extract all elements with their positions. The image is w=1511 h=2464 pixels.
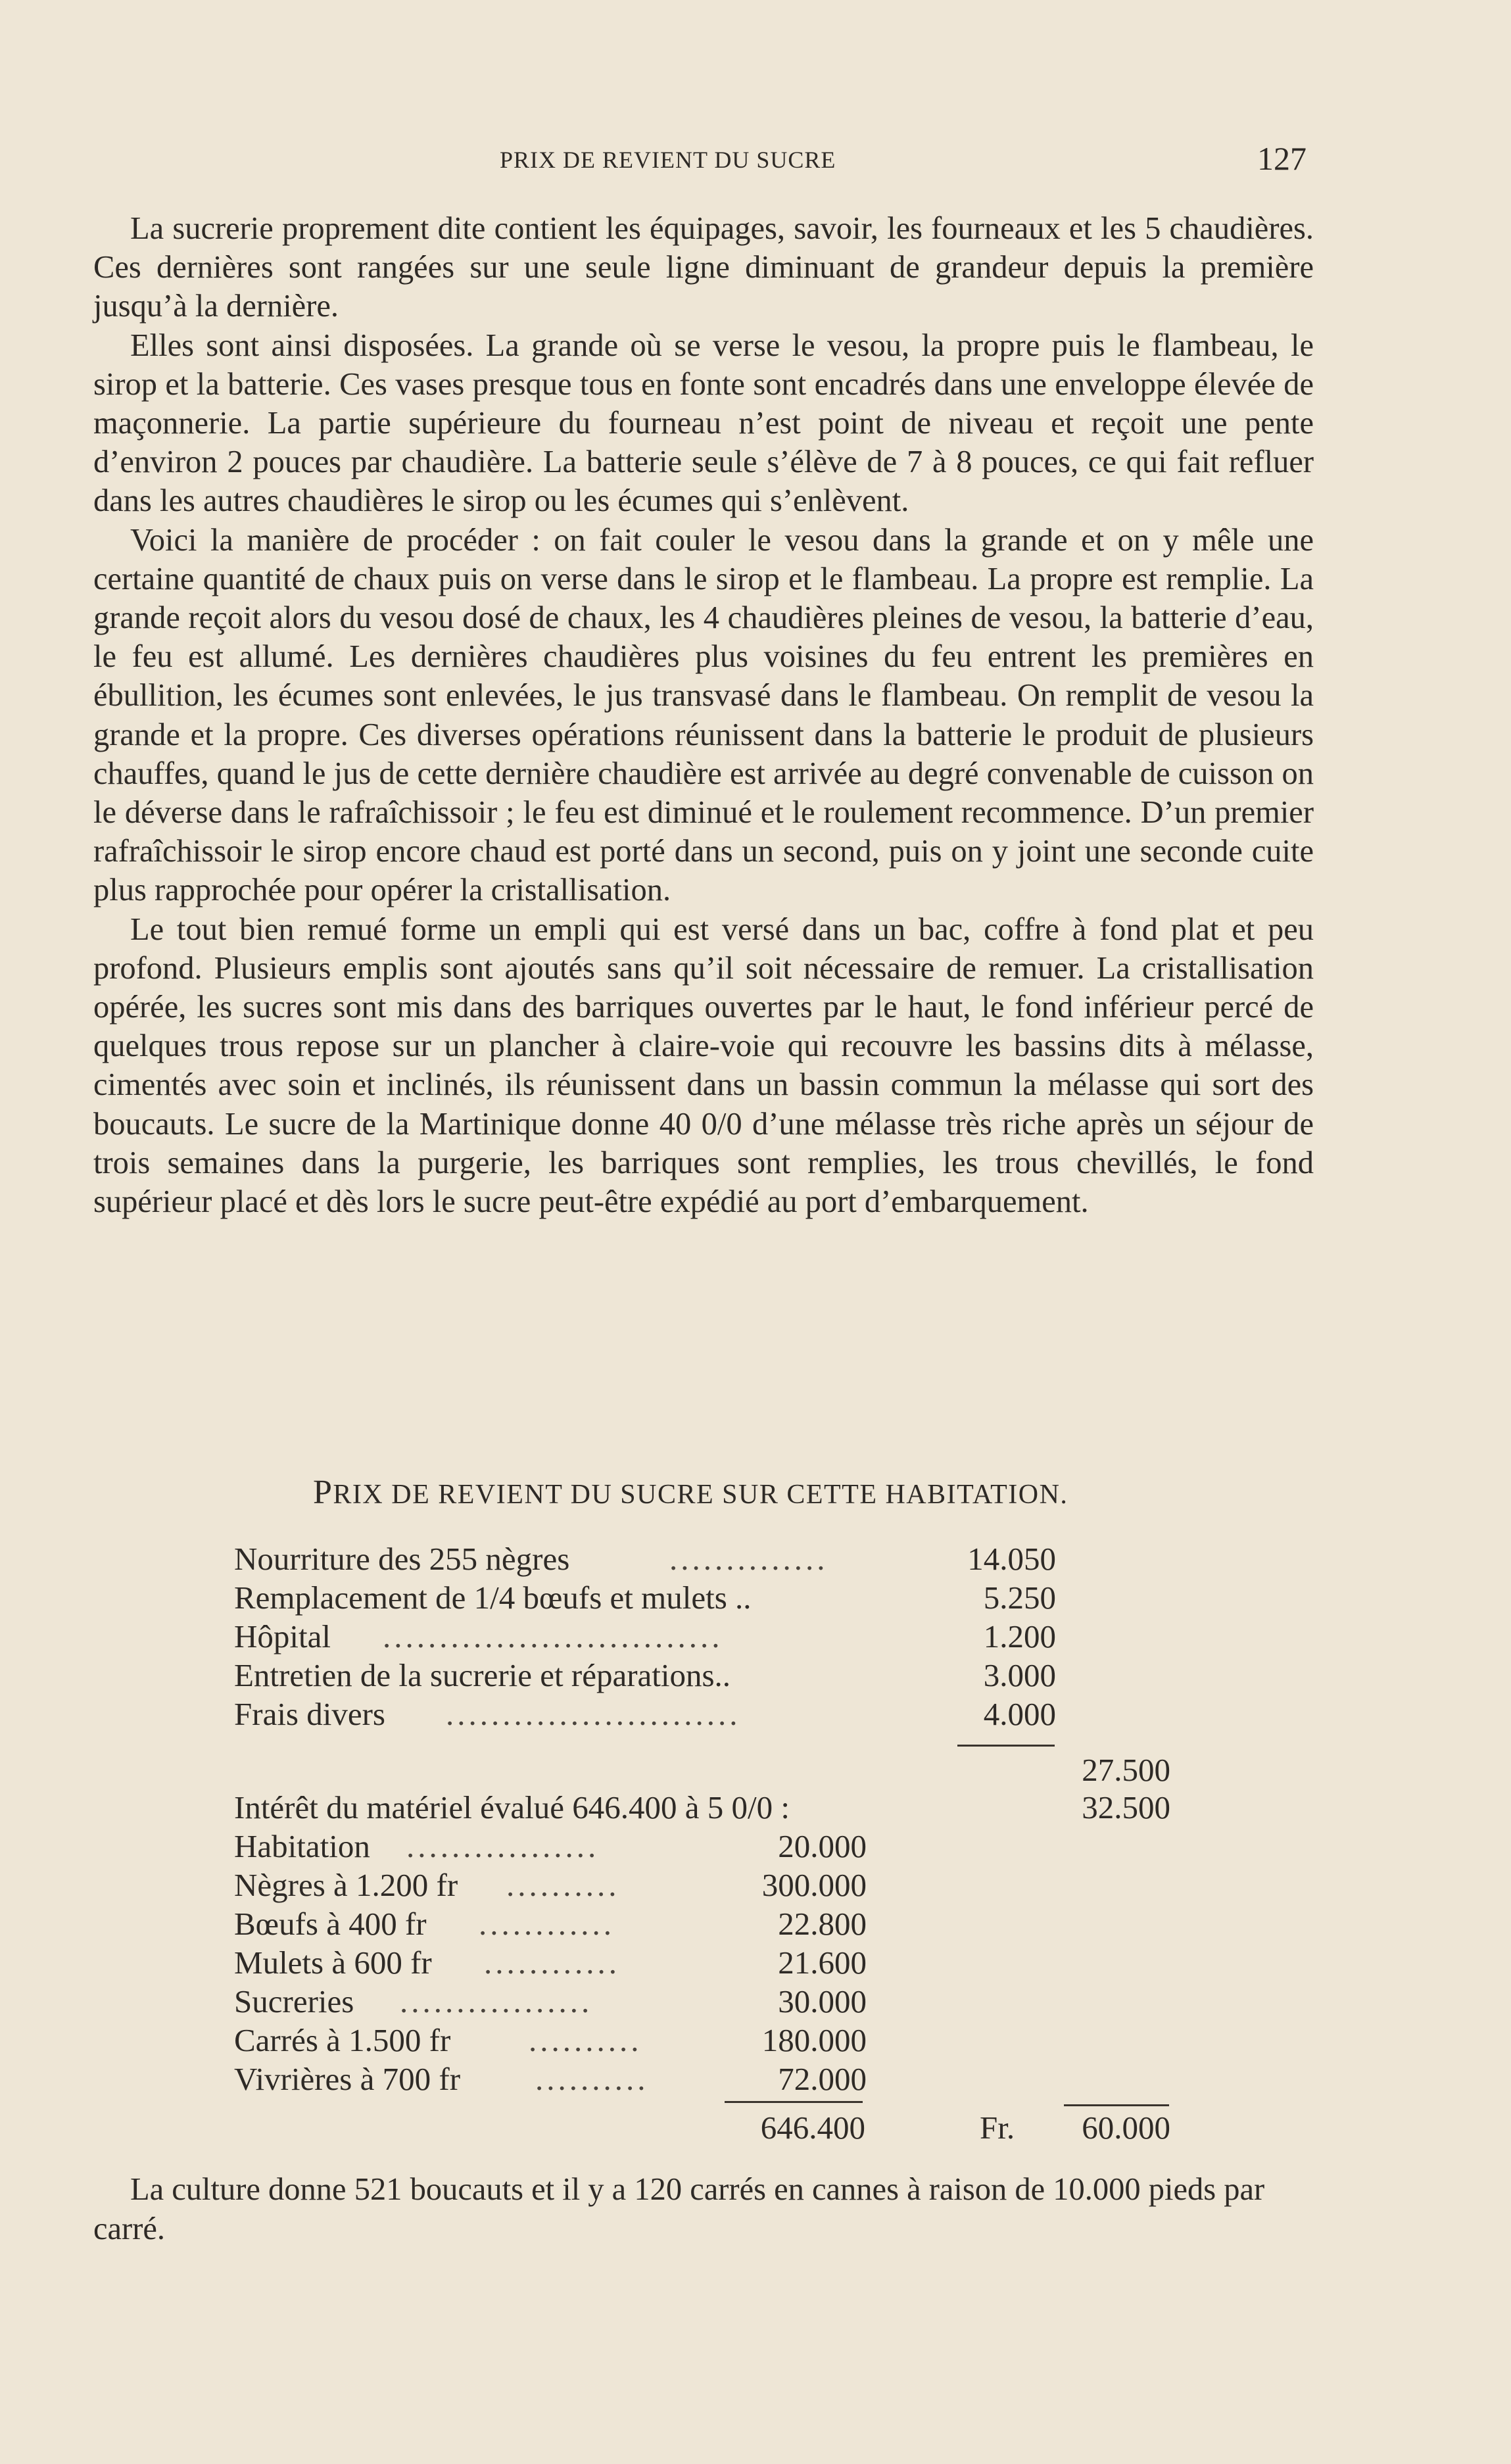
interest-amount: 32.500 xyxy=(1082,1789,1170,1825)
assets-total-rule xyxy=(725,2101,863,2103)
currency-label: Fr. xyxy=(980,2110,1015,2146)
asset-amount: 21.600 xyxy=(778,1945,867,1981)
asset-row xyxy=(234,1983,867,2021)
expense-amount: 5.250 xyxy=(983,1580,1056,1616)
asset-amount: 30.000 xyxy=(778,1983,867,2019)
expense-amount: 4.000 xyxy=(983,1696,1056,1732)
expenses-total: 27.500 xyxy=(1082,1752,1170,1788)
asset-row xyxy=(234,1827,867,1866)
asset-amount: 20.000 xyxy=(778,1828,867,1864)
asset-amount: 22.800 xyxy=(778,1906,867,1942)
asset-label: Carrés à 1.500 fr xyxy=(234,2022,451,2058)
expense-label: Entretien de la sucrerie et réparations.. xyxy=(234,1657,731,1693)
leader-dots: .......... xyxy=(529,2022,642,2058)
subtotal-rule xyxy=(957,1745,1055,1747)
leader-dots: ................. xyxy=(400,1983,593,2019)
leader-dots: .......... xyxy=(506,1867,620,1903)
running-title: PRIX DE REVIENT DU SUCRE xyxy=(500,147,836,173)
expense-row xyxy=(234,1540,1056,1578)
paragraph: La culture donne 521 boucauts et il y a 120 carrés en cannes à raison de 10.000 pieds par carré. xyxy=(93,2172,1265,2246)
table-title-rest: RIX DE REVIENT DU SUCRE SUR CETTE HABITATION. xyxy=(333,1480,1068,1510)
assets-total: 646.400 xyxy=(760,2110,865,2146)
interest-row xyxy=(234,1789,1170,1827)
expense-label: Hôpital xyxy=(234,1618,331,1655)
expense-label: Nourriture des 255 nègres xyxy=(234,1541,570,1577)
asset-row xyxy=(234,2060,867,2098)
table-title-initial: P xyxy=(313,1474,333,1511)
running-head xyxy=(0,139,1511,179)
paragraph: Elles sont ainsi disposées. La grande où se verse le vesou, la propre puis le flambeau, le sirop et la batterie. Ces vases presque tous en fonte sont encadrés dans une enveloppe élevée de maçonnerie. La partie supérieure du fourneau n’est point de niveau et reçoit une pente d’environ 2 pouces par chaudière. La batterie seule s’élève de 7 à 8 pouces, ce qui fait refluer dans les autres chaudières le sirop ou les écumes qui s’enlèvent. xyxy=(93,327,1314,519)
paragraph: Voici la manière de procéder : on fait couler le vesou dans la grande et on y mêle une certaine quantité de chaux puis on verse dans le sirop et le flambeau. La propre est remplie. La grande reçoit alors du vesou dosé de chaux, les 4 chaudières pleines de vesou, la batterie d’eau, le feu est allumé. Les dernières chaudières plus voisines du feu entrent les premières en ébullition, les écumes sont enlevées, le jus transvasé dans le flambeau. On remplit de vesou la grande et la propre. Ces diverses opérations réunissent dans la batterie le produit de plusieurs chauffes, quand le jus de cette dernière chaudière est arrivée au degré convenable de cuisson on le déverse dans le rafraîchissoir ; le feu est diminué et le roulement recommence. D’un premier rafraîchissoir le sirop encore chaud est porté dans un second, puis on y joint une seconde cuite plus rapprochée pour opérer la cristallisation. xyxy=(93,522,1314,908)
asset-label: Vivrières à 700 fr xyxy=(234,2061,461,2097)
asset-label: Mulets à 600 fr xyxy=(234,1945,432,1981)
asset-amount: 72.000 xyxy=(778,2061,867,2097)
asset-label: Habitation xyxy=(234,1828,370,1864)
asset-row xyxy=(234,1905,867,1943)
leader-dots: ................. xyxy=(406,1828,600,1864)
leader-dots: ............ xyxy=(484,1945,620,1981)
expense-row xyxy=(234,1579,1056,1617)
leader-dots: .............. xyxy=(669,1541,828,1577)
leader-dots: .......................... xyxy=(446,1696,741,1732)
page-number: 127 xyxy=(1257,140,1307,177)
body-text xyxy=(93,209,1314,1221)
paragraph: Le tout bien remué forme un empli qui est versé dans un bac, coffre à fond plat et peu profond. Plusieurs emplis sont ajoutés sans qu’il soit nécessaire de remuer. La cristallisation opérée, les sucres sont mis dans des barriques ouvertes par le haut, le fond inférieur percé de quelques trous repose sur un plancher à claire-voie qui recouvre les bassins dits à mélasse, cimentés avec soin et inclinés, ils réunissent dans un bassin commun la mélasse qui sort des boucauts. Le sucre de la Martinique donne 40 0/0 d’une mélasse très riche après un séjour de trois semaines dans la purgerie, les barriques sont remplies, les trous chevillés, le fond supérieur placé et dès lors le sucre peut-être expédié au port d’embarquement. xyxy=(93,911,1314,1220)
asset-row xyxy=(234,1866,867,1904)
leader-dots: .......... xyxy=(535,2061,649,2097)
expense-label: Frais divers xyxy=(234,1696,385,1732)
grand-total: 60.000 xyxy=(1082,2110,1170,2146)
expense-row xyxy=(234,1695,1056,1733)
expense-label: Remplacement de 1/4 bœufs et mulets .. xyxy=(234,1580,752,1616)
interest-label: Intérêt du matériel évalué 646.400 à 5 0/0 : xyxy=(234,1789,790,1825)
asset-amount: 300.000 xyxy=(761,1867,867,1903)
asset-row xyxy=(234,1944,867,1982)
closing-text xyxy=(93,2170,1314,2249)
leader-dots: .............................. xyxy=(383,1618,723,1655)
expense-amount: 3.000 xyxy=(983,1657,1056,1693)
table-title xyxy=(313,1473,1068,1512)
totals-row xyxy=(710,2109,1170,2147)
grand-total-rule xyxy=(1064,2104,1169,2106)
asset-row xyxy=(234,2021,867,2060)
asset-amount: 180.000 xyxy=(761,2022,867,2058)
expense-row xyxy=(234,1618,1056,1656)
asset-label: Sucreries xyxy=(234,1983,354,2019)
paragraph: La sucrerie proprement dite contient les équipages, savoir, les fourneaux et les 5 chaudières. Ces dernières sont rangées sur une seule ligne diminuant de grandeur depuis la première jusqu’à la dernière. xyxy=(93,211,1314,324)
expense-amount: 1.200 xyxy=(983,1618,1056,1655)
asset-label: Bœufs à 400 fr xyxy=(234,1906,427,1942)
expense-row xyxy=(234,1656,1056,1695)
expenses-total-row xyxy=(1026,1751,1170,1789)
leader-dots: ............ xyxy=(479,1906,615,1942)
asset-label: Nègres à 1.200 fr xyxy=(234,1867,458,1903)
expense-amount: 14.050 xyxy=(967,1541,1056,1577)
